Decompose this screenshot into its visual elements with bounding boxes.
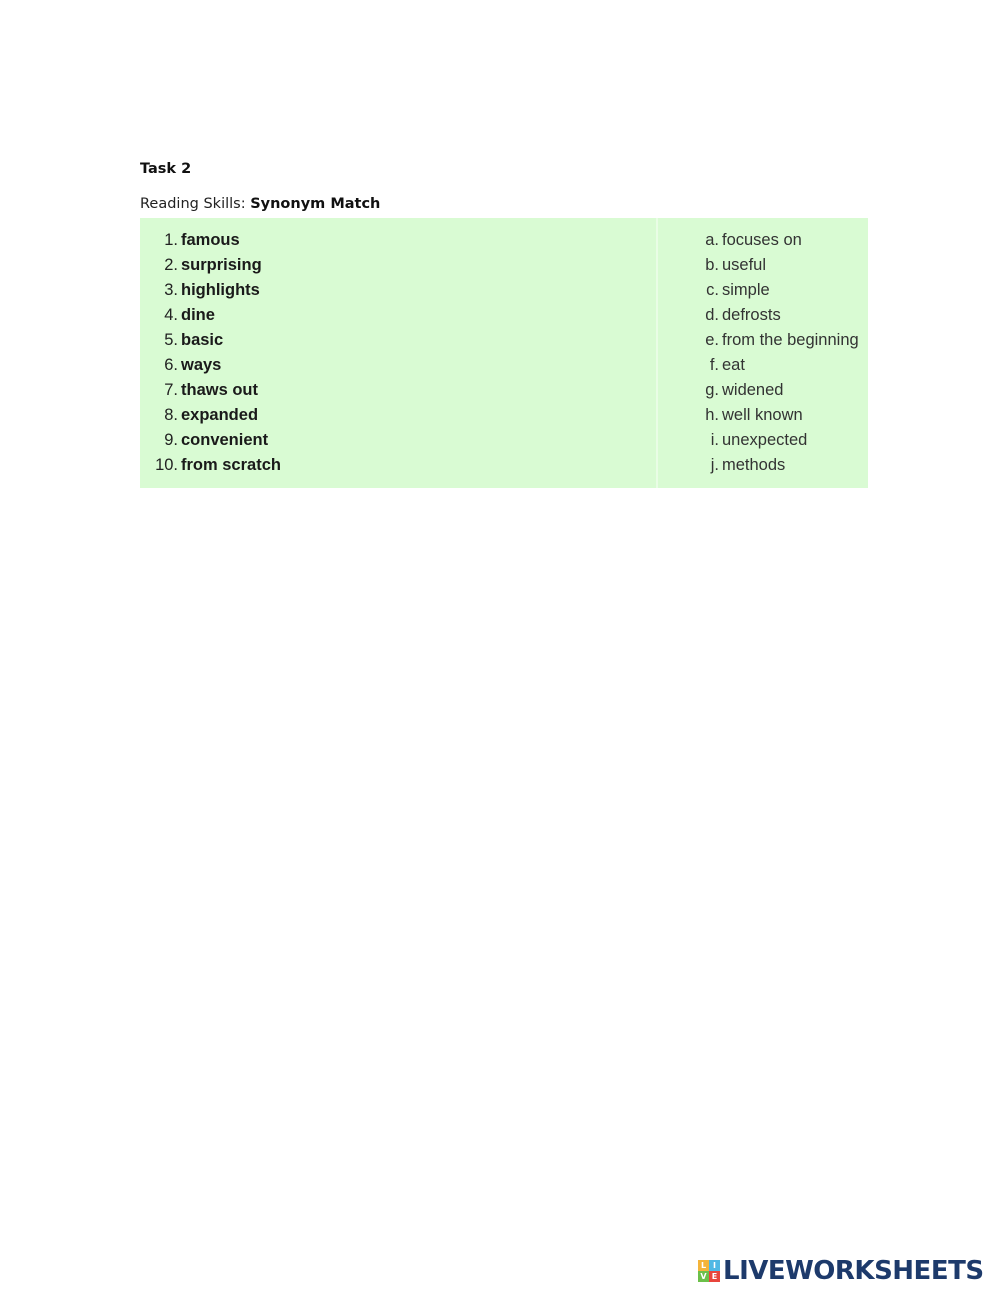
item-synonym: methods [722,456,786,474]
word-item [140,330,640,355]
item-synonym: widened [722,381,784,399]
synonym-item [692,230,868,255]
word-item [140,355,640,380]
word-item [140,305,640,330]
logo-block: E [709,1271,720,1282]
subtitle-prefix: Reading Skills: [140,196,251,212]
word-item [140,405,640,430]
word-list [140,230,640,480]
liveworksheets-logo [698,1258,984,1284]
synonym-item [692,305,868,330]
item-word: from scratch [181,456,281,474]
synonym-item [692,355,868,380]
item-word: expanded [181,406,259,424]
item-number: 1. [164,231,178,249]
item-synonym: useful [722,256,767,274]
synonym-item [692,455,868,480]
word-item [140,380,640,405]
synonym-match-table [140,218,868,488]
item-synonym: well known [722,406,803,424]
word-item [140,230,640,255]
logo-block: L [698,1260,709,1271]
word-item [140,430,640,455]
item-letter: b. [705,256,719,274]
item-letter: f. [709,356,719,374]
word-item [140,255,640,280]
item-synonym: focuses on [722,231,802,249]
synonym-list [692,230,868,480]
synonym-item [692,405,868,430]
task-subtitle [140,196,380,212]
column-divider [656,218,658,488]
item-letter: g. [705,381,719,399]
item-synonym: from the beginning [722,331,859,349]
item-number: 5. [164,331,178,349]
logo-block: V [698,1271,709,1282]
item-letter: j. [710,456,719,474]
item-word: dine [181,306,215,324]
item-word: ways [181,356,222,374]
item-synonym: simple [722,281,770,299]
item-letter: e. [705,331,719,349]
synonym-item [692,255,868,280]
item-synonym: unexpected [722,431,808,449]
item-word: basic [181,331,224,349]
item-letter: h. [705,406,719,424]
synonym-item [692,380,868,405]
subtitle-bold: Synonym Match [250,196,381,212]
item-number: 10. [155,456,178,474]
item-word: convenient [181,431,269,449]
item-synonym: eat [722,356,745,374]
item-synonym: defrosts [722,306,781,324]
logo-text: LIVEWORKSHEETS [723,1256,984,1286]
item-letter: c. [706,281,719,299]
synonym-item [692,280,868,305]
item-word: famous [181,231,240,249]
logo-block: I [709,1260,720,1271]
task-title: Task 2 [140,161,192,177]
item-letter: i. [710,431,719,449]
word-item [140,455,640,480]
item-number: 9. [164,431,178,449]
synonym-item [692,430,868,455]
item-number: 8. [164,406,178,424]
item-letter: d. [705,306,719,324]
synonym-item [692,330,868,355]
item-word: surprising [181,256,262,274]
item-number: 3. [164,281,178,299]
word-item [140,280,640,305]
item-number: 6. [164,356,178,374]
item-letter: a. [705,231,719,249]
item-word: thaws out [181,381,258,399]
item-number: 7. [164,381,178,399]
item-word: highlights [181,281,260,299]
logo-blocks-icon [698,1260,720,1282]
item-number: 2. [164,256,178,274]
item-number: 4. [164,306,178,324]
